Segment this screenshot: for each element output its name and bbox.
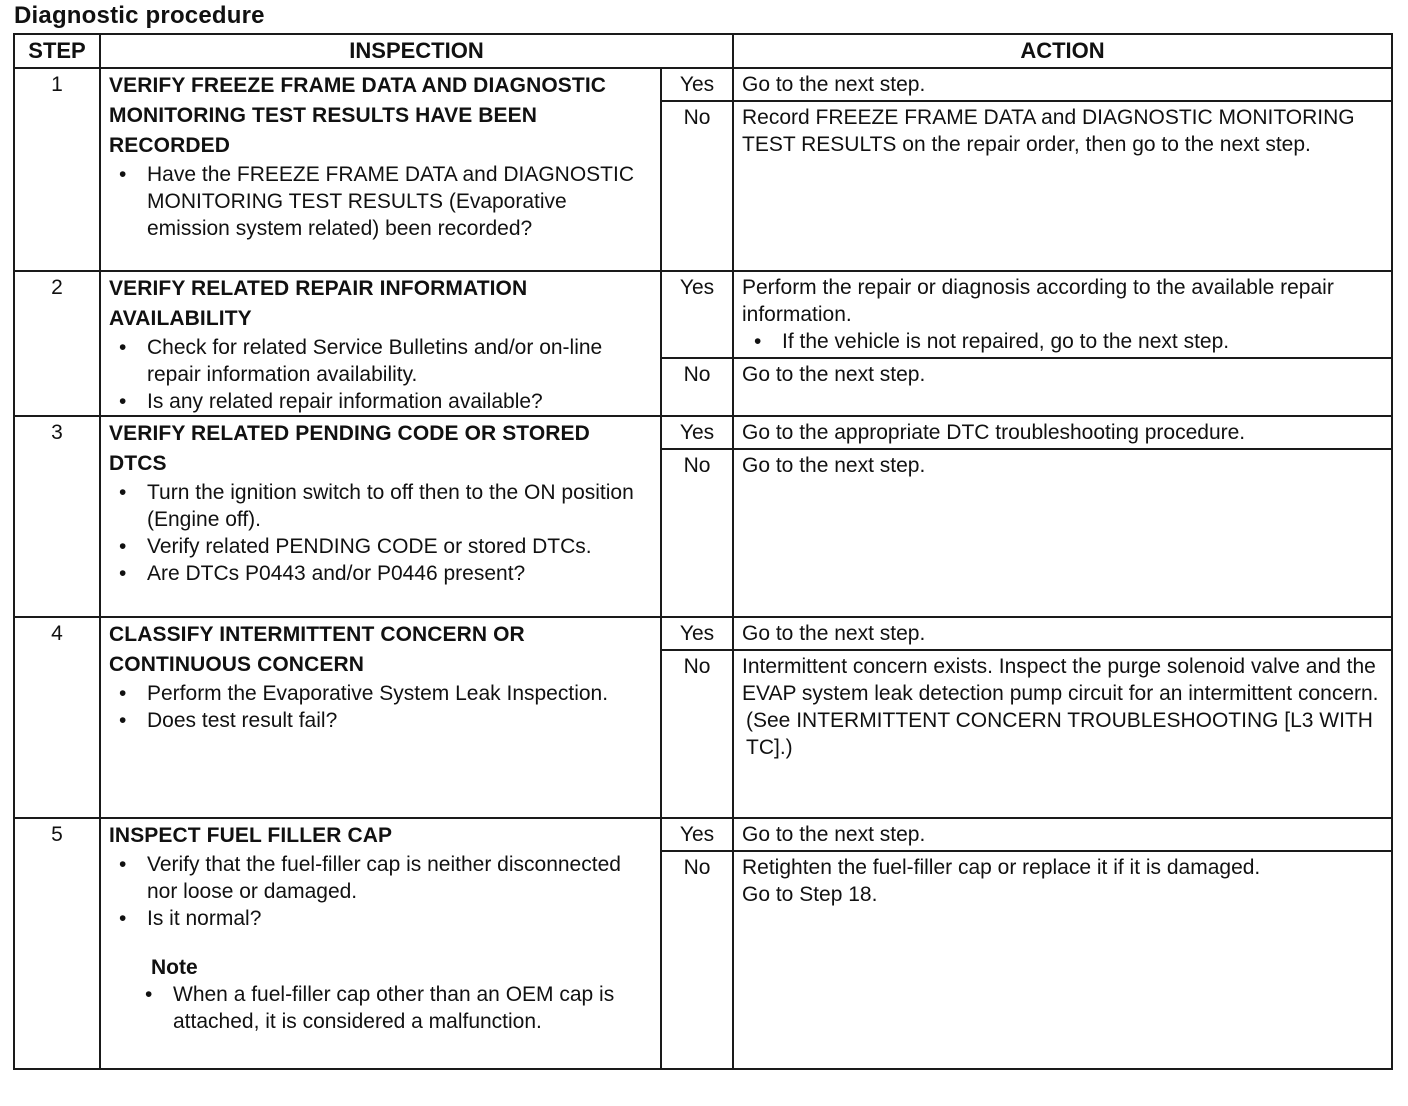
yes-label: Yes — [661, 68, 733, 101]
yes-label: Yes — [661, 416, 733, 449]
step-number: 1 — [14, 68, 100, 271]
inspection-bullets — [109, 479, 652, 587]
bullet-item: • Have the FREEZE FRAME DATA and DIAGNOSTIC MONITORING TEST RESULTS (Evaporative emission system related) been recorded? — [147, 161, 652, 242]
inspection-heading: VERIFY FREEZE FRAME DATA AND DIAGNOSTIC MONITORING TEST RESULTS HAVE BEEN RECORDED — [109, 74, 607, 157]
bullet-item: • Is it normal? — [147, 905, 652, 932]
yes-action: Go to the appropriate DTC troubleshooting procedure. — [733, 416, 1392, 449]
bullet-item: • Is any related repair information available? — [147, 388, 652, 415]
inspection-heading: VERIFY RELATED PENDING CODE OR STORED DTCS — [109, 422, 590, 475]
inspection-cell — [100, 271, 661, 416]
inspection-bullets — [109, 851, 652, 932]
step-row — [14, 271, 1392, 358]
no-action: Go to the next step. — [733, 358, 1392, 416]
no-label: No — [661, 851, 733, 1069]
step-number: 5 — [14, 818, 100, 1069]
yes-label: Yes — [661, 617, 733, 650]
step-number: 2 — [14, 271, 100, 416]
header-action: ACTION — [733, 34, 1392, 68]
bullet-item: • Perform the Evaporative System Leak Inspection. — [147, 680, 652, 707]
bullet-item: • Are DTCs P0443 and/or P0446 present? — [147, 560, 652, 587]
inspection-cell — [100, 68, 661, 271]
no-action-cell — [733, 650, 1392, 818]
page-title: Diagnostic procedure — [14, 2, 265, 29]
yes-action: Go to the next step. — [733, 617, 1392, 650]
no-action: Intermittent concern exists. Inspect the purge solenoid valve and the EVAP system leak detection pump circuit for an intermittent concern. — [742, 655, 1379, 705]
inspection-heading: VERIFY RELATED REPAIR INFORMATION AVAILABILITY — [109, 277, 528, 330]
step-number: 4 — [14, 617, 100, 818]
inspection-bullets — [109, 680, 652, 734]
inspection-bullets — [109, 161, 652, 242]
yes-action: Go to the next step. — [733, 818, 1392, 851]
inspection-cell — [100, 617, 661, 818]
diagnostic-procedure-table — [13, 33, 1393, 1070]
no-label: No — [661, 650, 733, 818]
yes-label: Yes — [661, 271, 733, 358]
no-action: Retighten the fuel-filler cap or replace it if it is damaged. — [742, 856, 1261, 879]
no-action-reference: (See INTERMITTENT CONCERN TROUBLESHOOTING [L3 WITH TC].) — [746, 709, 1373, 759]
no-label: No — [661, 358, 733, 416]
bullet-item: • Check for related Service Bulletins and/or on-line repair information availability. — [147, 334, 652, 388]
step-row — [14, 68, 1392, 101]
step-row — [14, 617, 1392, 650]
step-row — [14, 818, 1392, 851]
no-action: Go to the next step. — [733, 449, 1392, 617]
bullet-item: • If the vehicle is not repaired, go to the next step. — [782, 328, 1383, 355]
no-label: No — [661, 449, 733, 617]
step-row — [14, 416, 1392, 449]
inspection-cell — [100, 416, 661, 617]
note-heading: Note — [151, 956, 198, 979]
yes-label: Yes — [661, 818, 733, 851]
inspection-heading: INSPECT FUEL FILLER CAP — [109, 824, 393, 847]
action-bullets — [742, 328, 1383, 355]
bullet-item: • Does test result fail? — [147, 707, 652, 734]
bullet-item: • Turn the ignition switch to off then to the ON position (Engine off). — [147, 479, 652, 533]
bullet-item: • Verify that the fuel-filler cap is neither disconnected nor loose or damaged. — [147, 851, 652, 905]
yes-action: Perform the repair or diagnosis according to the available repair information. — [742, 276, 1334, 326]
bullet-item: • Verify related PENDING CODE or stored DTCs. — [147, 533, 652, 560]
no-label: No — [661, 101, 733, 271]
step-number: 3 — [14, 416, 100, 617]
no-action-next: Go to Step 18. — [742, 883, 878, 906]
yes-action: Go to the next step. — [733, 68, 1392, 101]
note-bullets — [109, 981, 652, 1035]
header-row — [14, 34, 1392, 68]
inspection-cell — [100, 818, 661, 1069]
no-action-cell — [733, 851, 1392, 1069]
header-inspection: INSPECTION — [100, 34, 733, 68]
bullet-item: • When a fuel-filler cap other than an OEM cap is attached, it is considered a malfunction. — [173, 981, 652, 1035]
no-action: Record FREEZE FRAME DATA and DIAGNOSTIC MONITORING TEST RESULTS on the repair order, then go to the next step. — [733, 101, 1392, 271]
yes-action-cell — [733, 271, 1392, 358]
inspection-bullets — [109, 334, 652, 415]
header-step: STEP — [14, 34, 100, 68]
inspection-heading: CLASSIFY INTERMITTENT CONCERN OR CONTINUOUS CONCERN — [109, 623, 525, 676]
